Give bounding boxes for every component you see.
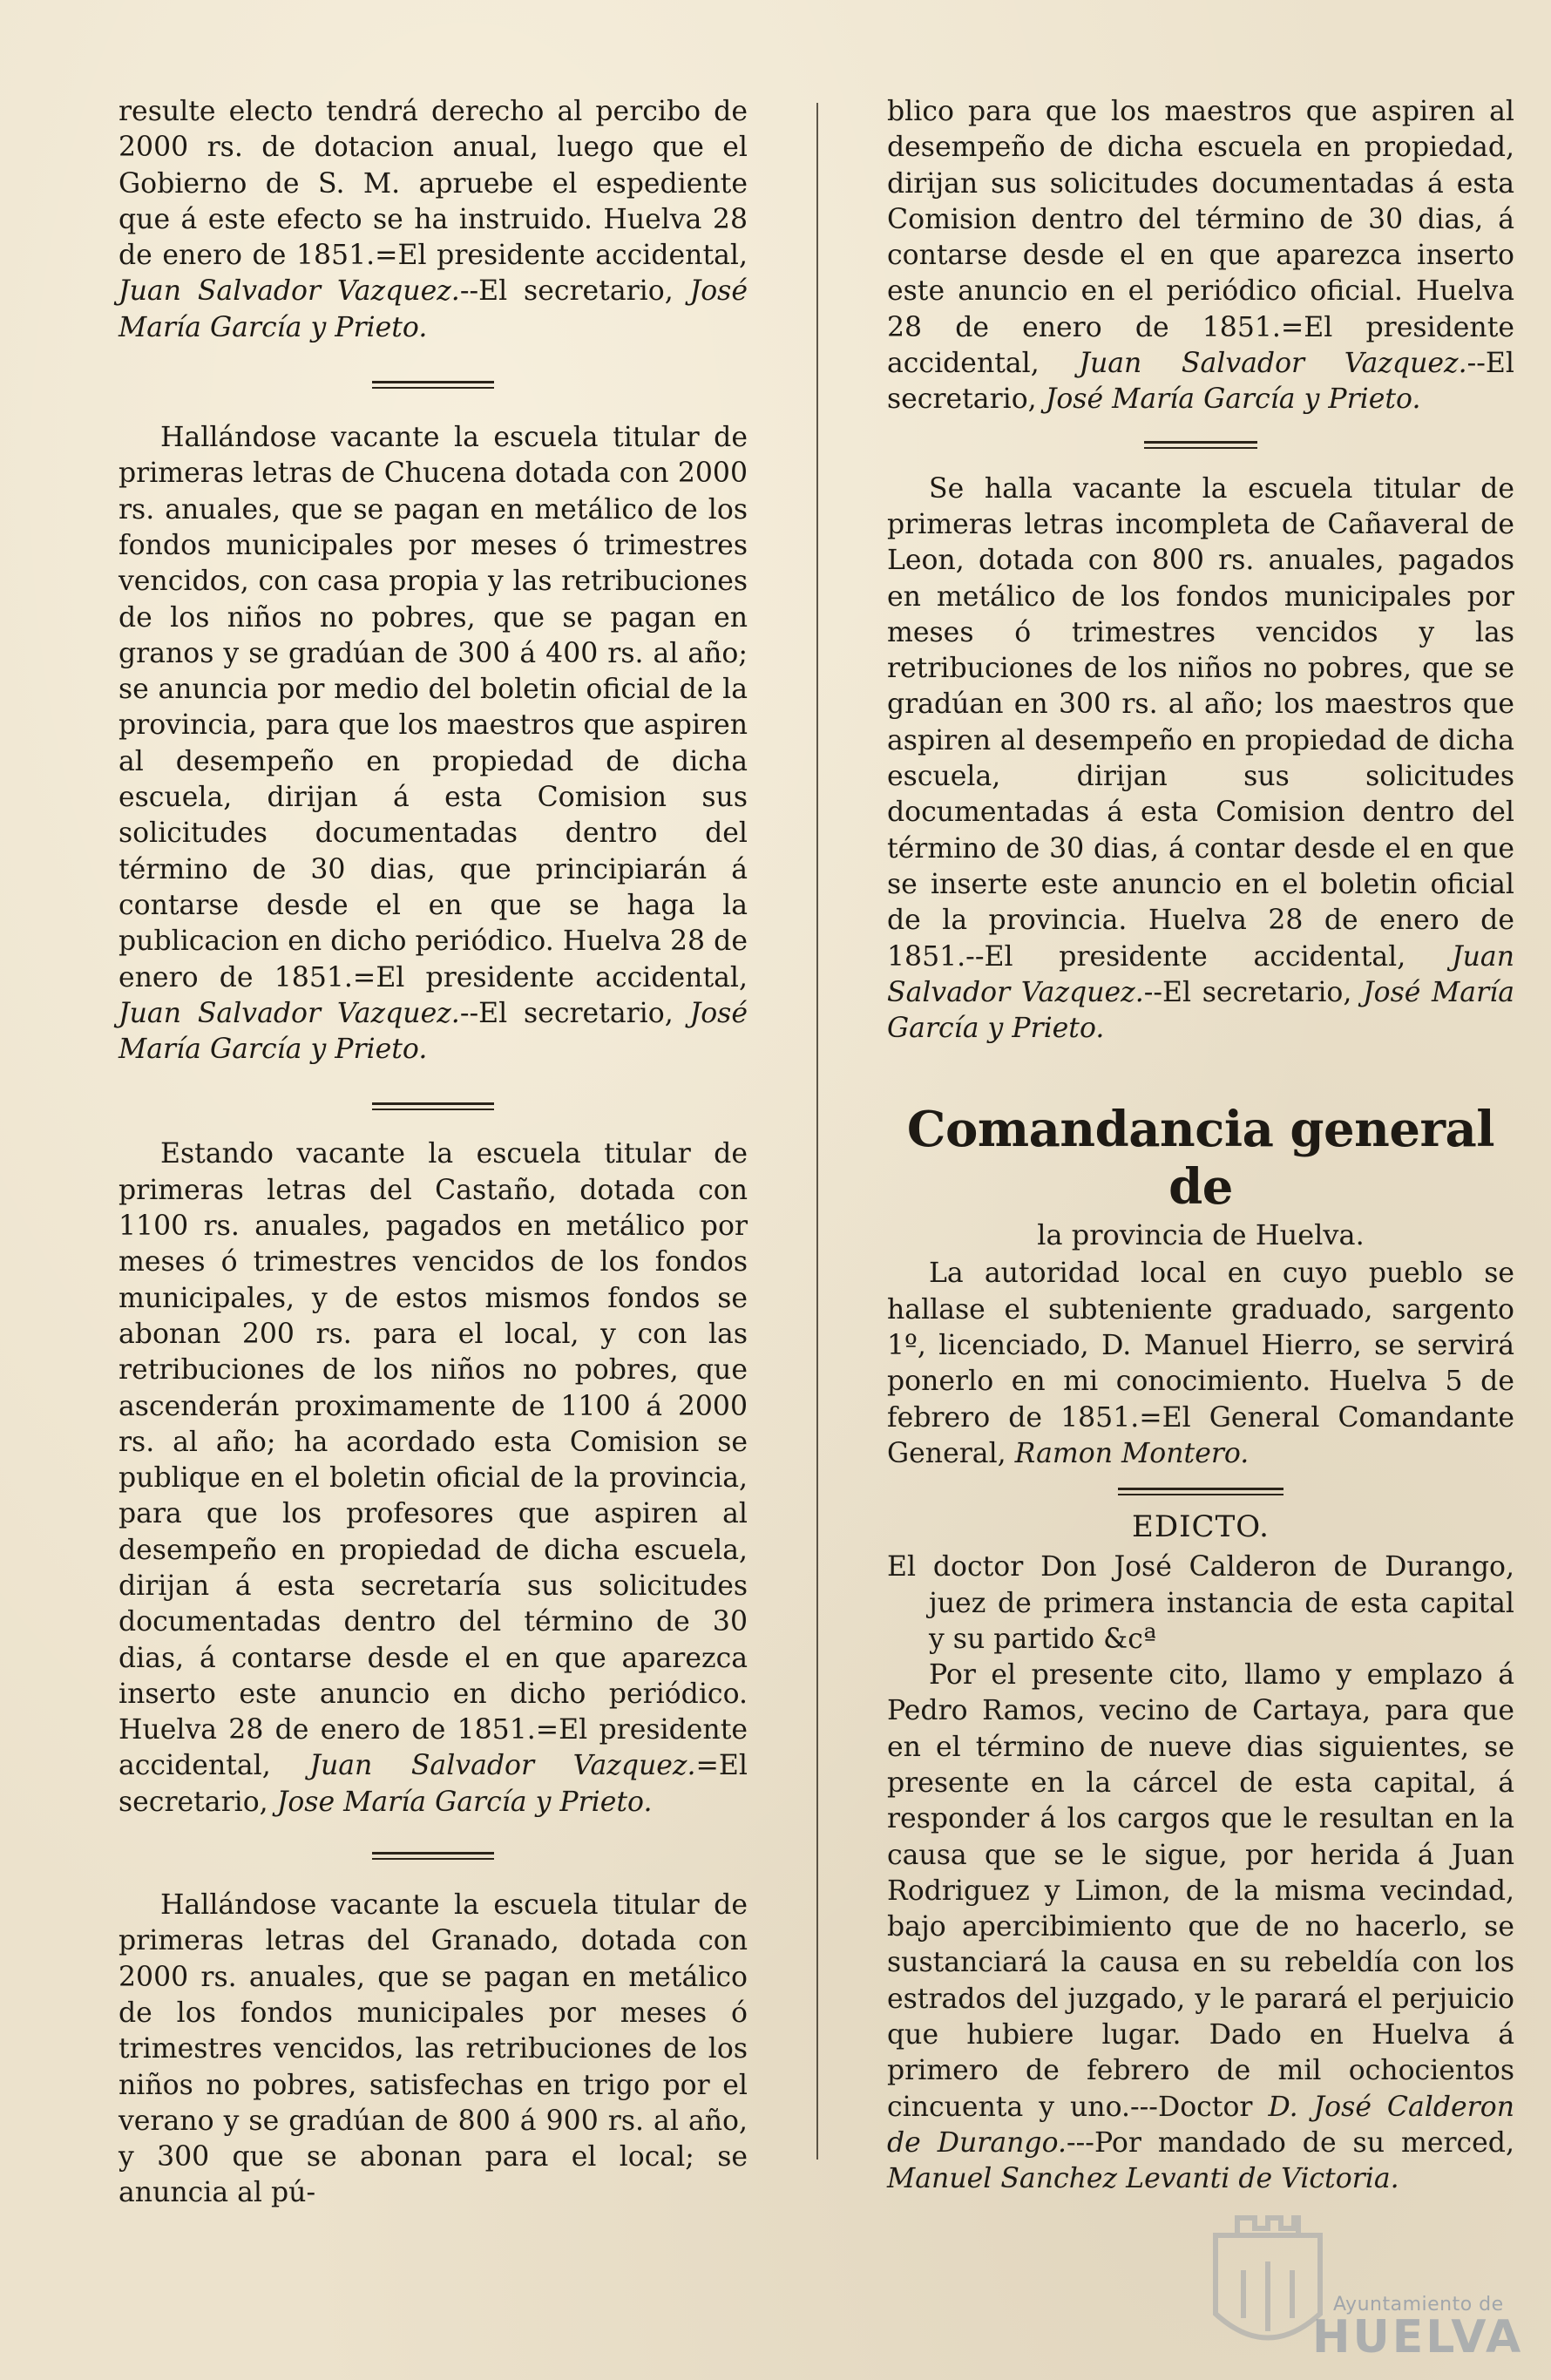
column-divider [816, 103, 818, 2160]
notice-comandancia: La autoridad local en cuyo pueblo se hallase el subteniente graduado, sargento 1º, licenciado, D. Manuel Hierro, se servirá ponerlo en mi conocimiento. Huelva 5 de febrero de 1851.=El General Comandante General, Ramon Montero. [887, 1258, 1514, 1469]
right-column [887, 94, 1514, 2198]
notice-granado: Hallándose vacante la escuela titular de primeras letras del Granado, dotada con 2000 rs. anuales, que se pagan en metálico de los fondos municipales por meses ó trimestres vencidos, las retribuciones de los niños no pobres, satisfechas en trigo por el verano y se gradúan de 800 á 900 rs. al año, y 300 que se abonan para el local; se anuncia al pú- [119, 1889, 748, 2209]
edicto-body: Por el presente cito, llamo y emplazo á Pedro Ramos, vecino de Cartaya, para que en el término de nueve dias siguientes, se presente en la cárcel de esta capital, á responder á los cargos que le resultan en la causa que se le sigue, por herida á Juan Rodriguez y Limon, de la misma vecindad, bajo apercibimiento que de no hacerlo, se sustanciará la causa en su rebeldía con los estrados del juzgado, y le parará el perjuicio que hubiere lugar. Dado en Huelva á primero de febrero de mil ochocientos cincuenta y uno.---Doctor D. José Calderon de Durango.---Por mandado de su merced, Manuel Sanchez Levanti de Victoria. [887, 1659, 1514, 2195]
edicto-title: EDICTO. [1132, 1509, 1270, 1545]
section-separator [372, 381, 494, 389]
notice-paragraph: resulte electo tendrá derecho al percibo de 2000 rs. de dotacion anual, luego que el Gobierno de S. M. apruebe el espediente que á este efecto se ha instruido. Huelva 28 de enero de 1851.=El presidente accidental, Juan Salvador Vazquez.--El secretario, José María García y Prieto. [119, 96, 748, 343]
notice-canaveral: Se halla vacante la escuela titular de primeras letras incompleta de Cañaveral de Leon, dotada con 800 rs. anuales, pagados en metálico de los fondos municipales por meses ó trimestres vencidos y las retribuciones de los niños no pobres, que se gradúan en 300 rs. al año; los maestros que aspiren al desempeño en propiedad de dicha escuela, dirijan sus solicitudes documentadas á esta Comision dentro del término de 30 dias, á contar desde el en que se inserte este anuncio en el boletin oficial de la provincia. Huelva 28 de enero de 1851.--El presidente accidental, Juan Salvador Vazquez.--El secretario, José María García y Prieto. [887, 472, 1514, 1045]
notice-granado-continued: blico para que los maestros que aspiren al desempeño de dicha escuela en propiedad, dirijan sus solicitudes documentadas á esta Comision dentro del término de 30 dias, á contarse desde el en que aparezca inserto este anuncio en el periódico oficial. Huelva 28 de enero de 1851.=El presidente accidental, Juan Salvador Vazquez.--El secretario, José María García y Prieto. [887, 96, 1514, 416]
section-subtitle: la provincia de Huelva. [1037, 1218, 1365, 1252]
section-separator [372, 1102, 494, 1110]
section-separator [1144, 441, 1257, 449]
watermark-line-2: HUELVA [1312, 2311, 1524, 2363]
edicto-intro: El doctor Don José Calderon de Durango, juez de primera instancia de esta capital y su partido &cª [887, 1551, 1514, 1655]
notice-chucena: Hallándose vacante la escuela titular de primeras letras de Chucena dotada con 2000 rs. anuales, que se pagan en metálico de los fondos municipales por meses ó trimestres vencidos, con casa propia y las retribuciones de los niños no pobres, que se pagan en granos y se gradúan de 300 á 400 rs. al año; se anuncia por medio del boletin oficial de la provincia, para que los maestros que aspiren al desempeño en propiedad de dicha escuela, dirijan á esta Comision sus solicitudes documentadas dentro del término de 30 dias, que principiarán á contarse desde el en que se haga la publicacion en dicho periódico. Huelva 28 de enero de 1851.=El presidente accidental, Juan Salvador Vazquez.--El secretario, José María García y Prieto. [119, 422, 748, 1066]
notice-castano: Estando vacante la escuela titular de primeras letras del Castaño, dotada con 1100 rs. anuales, pagados en metálico por meses ó trimestres vencidos de los fondos municipales, y de estos mismos fondos se abonan 200 rs. para el local, y con las retribuciones de los niños no pobres, que ascenderán proximamente de 1100 á 2000 rs. al año; ha acordado esta Comision se publique en el boletin oficial de la provincia, para que los profesores que aspiren al desempeño en propiedad de dicha escuela, dirijan á esta secretaría sus solicitudes documentadas dentro del término de 30 dias, á contarse desde el en que aparezca inserto este anuncio en dicho periódico. Huelva 28 de enero de 1851.=El presidente accidental, Juan Salvador Vazquez.=El secretario, Jose María García y Prieto. [119, 1138, 748, 1818]
section-title: Comandancia general de [906, 1101, 1495, 1217]
section-separator [1118, 1488, 1283, 1495]
left-column [119, 94, 748, 2212]
watermark-line-1: Ayuntamiento de [1333, 2294, 1504, 2316]
section-separator [372, 1852, 494, 1860]
